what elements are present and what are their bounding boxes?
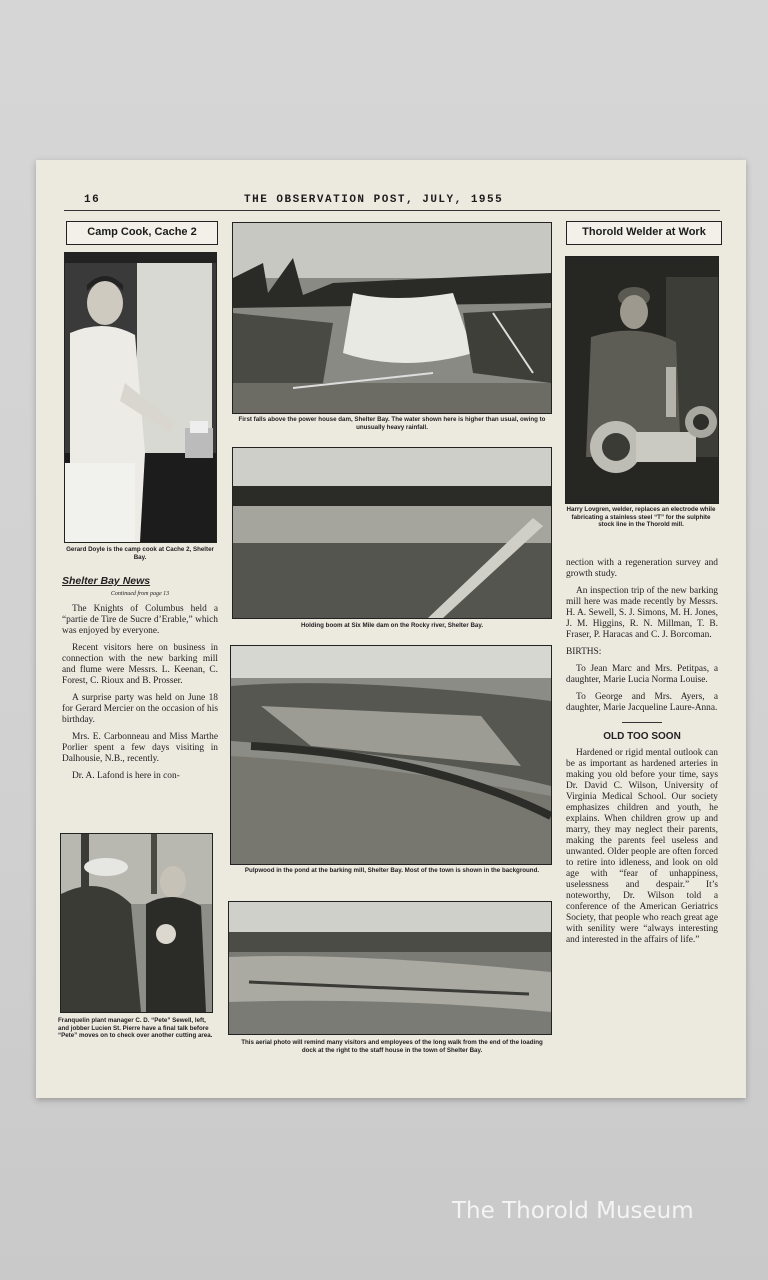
camp-cook-caption: Gerard Doyle is the camp cook at Cache 2, Shelter Bay.: [66, 546, 214, 561]
continued-note: Continued from page 13: [110, 591, 170, 597]
right-paragraph: An inspection trip of the new barking mill here was made recently by Messrs. H. A. Sewell, S. J. Simons, M. H. Jones, J. M. Higgins, R. N. Millman, T. B. Fraser, P. Haracas and C. J. Borcoman.: [566, 586, 718, 640]
holding-boom-photo: [232, 447, 552, 619]
camp-cook-title: Camp Cook, Cache 2: [87, 226, 197, 238]
left-paragraph: Dr. A. Lafond is here in con-: [72, 771, 180, 781]
pulpwood-pond-caption: Pulpwood in the pond at the barking mill, Shelter Bay. Most of the town is shown in the background.: [244, 867, 540, 874]
birth-entry: To George and Mrs. Ayers, a daughter, Marie Jacqueline Laure-Anna.: [566, 692, 718, 713]
birth-entry: To Jean Marc and Mrs. Petitpas, a daughter, Marie Lucia Norma Louise.: [566, 664, 718, 685]
plant-manager-caption: Franquelin plant manager C. D. “Pete” Sewell, left, and jobber Lucien St. Pierre have a final talk before “Pete” moves on to check over another cutting area.: [58, 1017, 213, 1040]
page-number: 16: [84, 194, 101, 206]
welder-photo: [565, 256, 719, 504]
publication-title: THE OBSERVATION POST, JULY, 1955: [244, 194, 504, 206]
aerial-dock-caption: This aerial photo will remind many visitors and employees of the long walk from the end of the loading dock at the right to the staff house in the town of Shelter Bay.: [241, 1039, 543, 1054]
camp-cook-photo: [64, 252, 217, 543]
left-text-column: [62, 576, 218, 788]
falls-caption: First falls above the power house dam, Shelter Bay. The water shown here is higher than usual, owing to unusually heavy rainfall.: [238, 416, 546, 431]
right-paragraph: nection with a regeneration survey and growth study.: [566, 558, 718, 579]
right-text-column: [566, 558, 718, 952]
plant-manager-photo: [60, 833, 213, 1013]
museum-watermark: The Thorold Museum: [452, 1198, 694, 1224]
newspaper-page: [36, 160, 746, 1098]
thorold-welder-title: Thorold Welder at Work: [582, 226, 706, 238]
left-paragraph: The Knights of Columbus held a “partie de Tire de Sucre d’Erable,” which was enjoyed by everyone.: [62, 604, 218, 636]
old-too-soon-title: OLD TOO SOON: [603, 731, 681, 742]
thorold-welder-title-box: [566, 221, 722, 245]
article-divider: [622, 722, 662, 723]
falls-photo: [232, 222, 552, 414]
pulpwood-pond-photo: [230, 645, 552, 865]
births-title: BIRTHS:: [566, 647, 602, 657]
shelter-bay-news-title: Shelter Bay News: [62, 575, 151, 587]
left-paragraph: Mrs. E. Carbonneau and Miss Marthe Porlier spent a few days visiting in Dalhousie, N.B., recently.: [62, 732, 218, 764]
page-header: [84, 194, 720, 208]
camp-cook-title-box: [66, 221, 218, 245]
left-paragraph: Recent visitors here on business in connection with the new barking mill and flume were Messrs. L. Keenan, C. Forest, C. Rioux and B. Prosser.: [62, 643, 218, 686]
welder-caption: Harry Lovgren, welder, replaces an electrode while fabricating a stainless steel “T” for the sulphite stock line in the Thorold mill.: [566, 506, 716, 529]
header-rule: [64, 210, 720, 211]
aerial-dock-photo: [228, 901, 552, 1035]
old-too-soon-article: Hardened or rigid mental outlook can be as important as hardened arteries in making you old before your time, says Dr. David C. Wilson, University of Virginia Medical School. Our society emphasizes children and youth, he explains. When children grow up and marry, they may neglect their parents, making the parents feel useless and unwanted. Older people are often forced to retire into idleness, and look on old age with “fear of unhappiness, uselessness and despair.” It’s noteworthy, Dr. Wilson told a conference of the American Geriatrics Society, that people who reach great age with senility were “always interesting and interested in the affairs of life.”: [566, 748, 718, 945]
holding-boom-caption: Holding boom at Six Mile dam on the Rocky river, Shelter Bay.: [300, 622, 484, 629]
left-paragraph: A surprise party was held on June 18 for Gerard Mercier on the occasion of his birthday.: [62, 693, 218, 725]
